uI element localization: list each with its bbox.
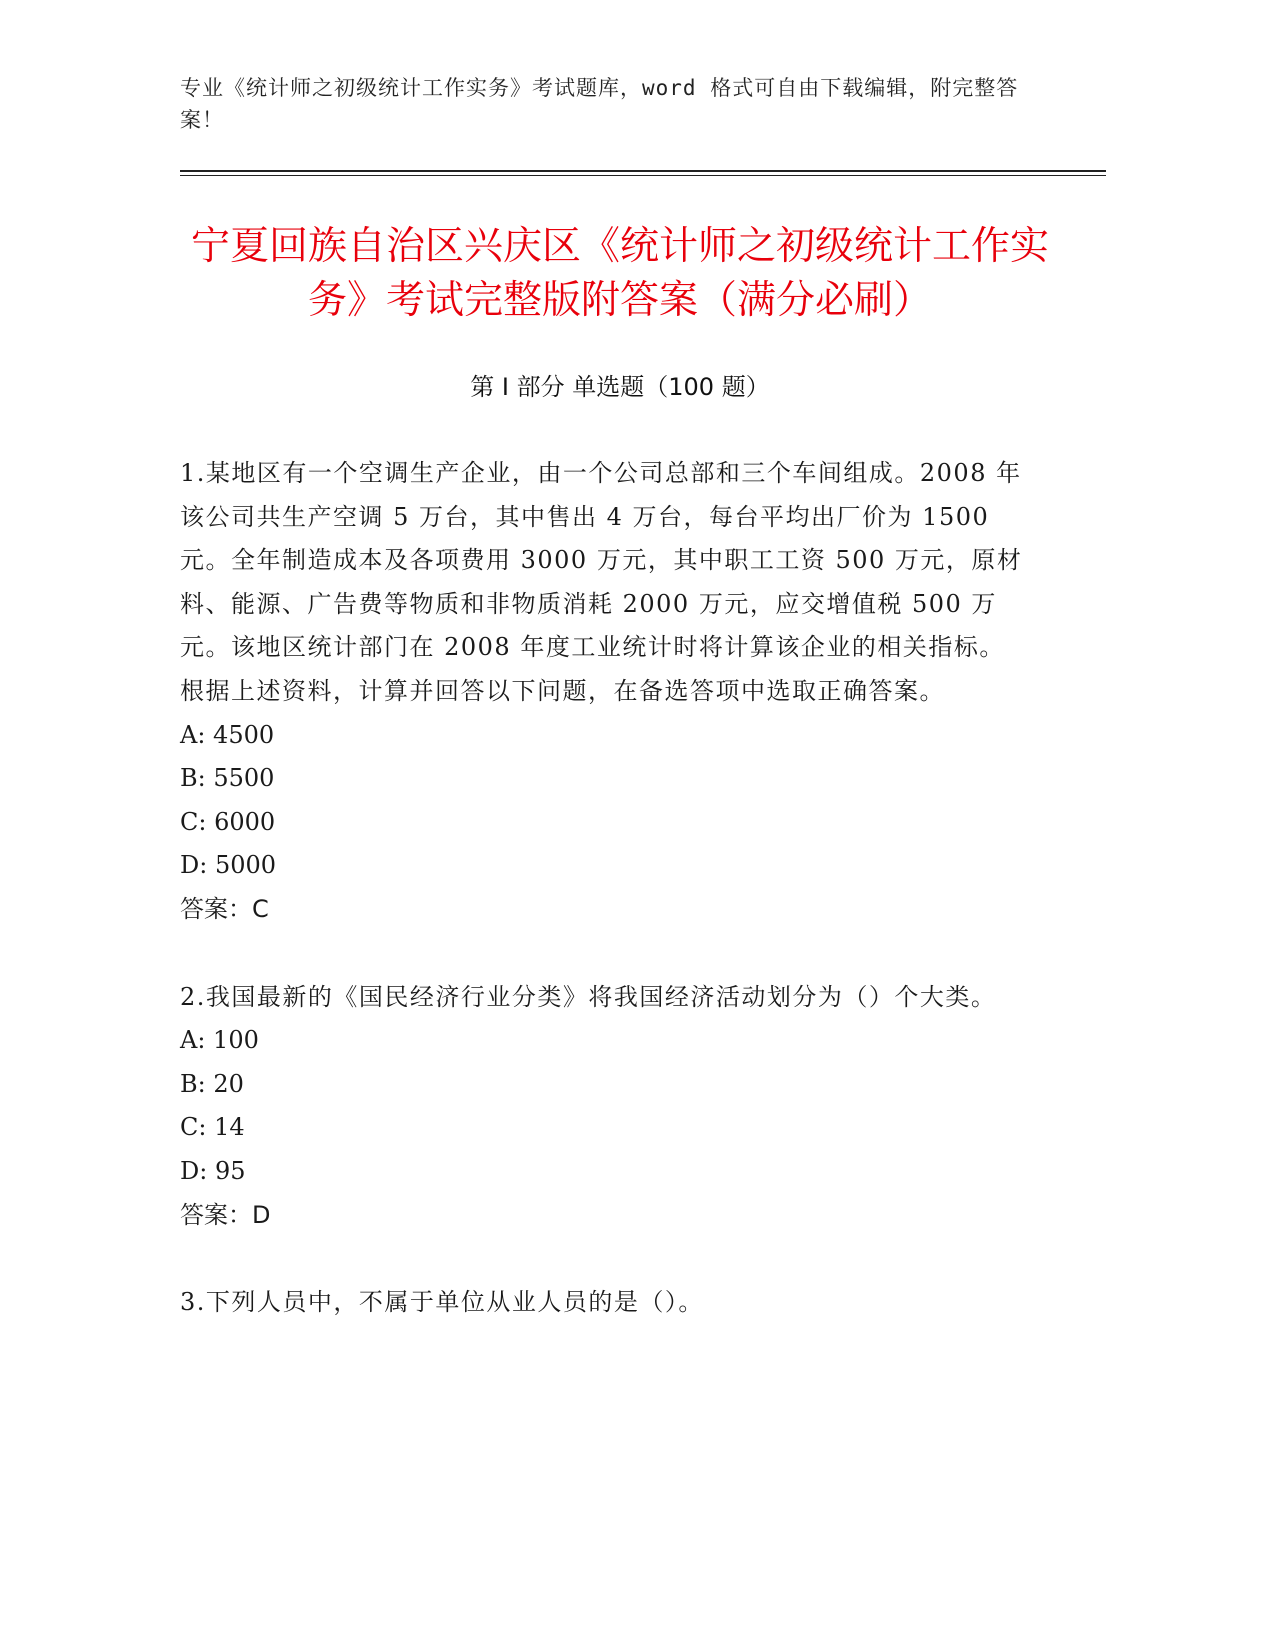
option-b: B: 5500 (180, 764, 275, 793)
question-2 (180, 976, 1030, 1238)
option-a: A: 100 (180, 1026, 259, 1055)
option-a: A: 4500 (180, 720, 275, 749)
option-d: D: 95 (180, 1156, 246, 1185)
header-note: 专业《统计师之初级统计工作实务》考试题库，word 格式可自由下载编辑，附完整答案！ (180, 76, 1019, 132)
question-list (180, 452, 1030, 1369)
section-heading: 第 I 部分 单选题（100 题） (470, 373, 770, 401)
header-rule-thick (180, 170, 1106, 172)
question-text: 1.某地区有一个空调生产企业，由一个公司总部和三个车间组成。2008 年该公司共生产空调 5 万台，其中售出 4 万台，每台平均出厂价为 1500 元。全年制造成本及各项费用 3000 万元，其中职工工资 500 万元，原材料、能源、广告费等物质和非物质消耗 2000 万元，应交增值税 500 万元。该地区统计部门在 2008 年度工业统计时将计算该企业的相关指标。根据上述资料，计算并回答以下问题，在备选答项中选取正确答案。 (180, 459, 1023, 705)
option-c: C: 14 (180, 1113, 245, 1142)
answer: 答案：C (180, 894, 269, 923)
answer: 答案：D (180, 1200, 271, 1229)
question-1 (180, 452, 1030, 932)
question-text: 2.我国最新的《国民经济行业分类》将我国经济活动划分为（）个大类。 (180, 982, 997, 1011)
option-d: D: 5000 (180, 851, 277, 880)
option-b: B: 20 (180, 1069, 244, 1098)
question-text: 3.下列人员中，不属于单位从业人员的是（）。 (180, 1288, 704, 1317)
question-3 (180, 1281, 1030, 1325)
option-c: C: 6000 (180, 807, 276, 836)
document-title: 宁夏回族自治区兴庆区《统计师之初级统计工作实务》考试完整版附答案（满分必刷） (190, 224, 1049, 323)
header-rule-thin (180, 175, 1106, 176)
